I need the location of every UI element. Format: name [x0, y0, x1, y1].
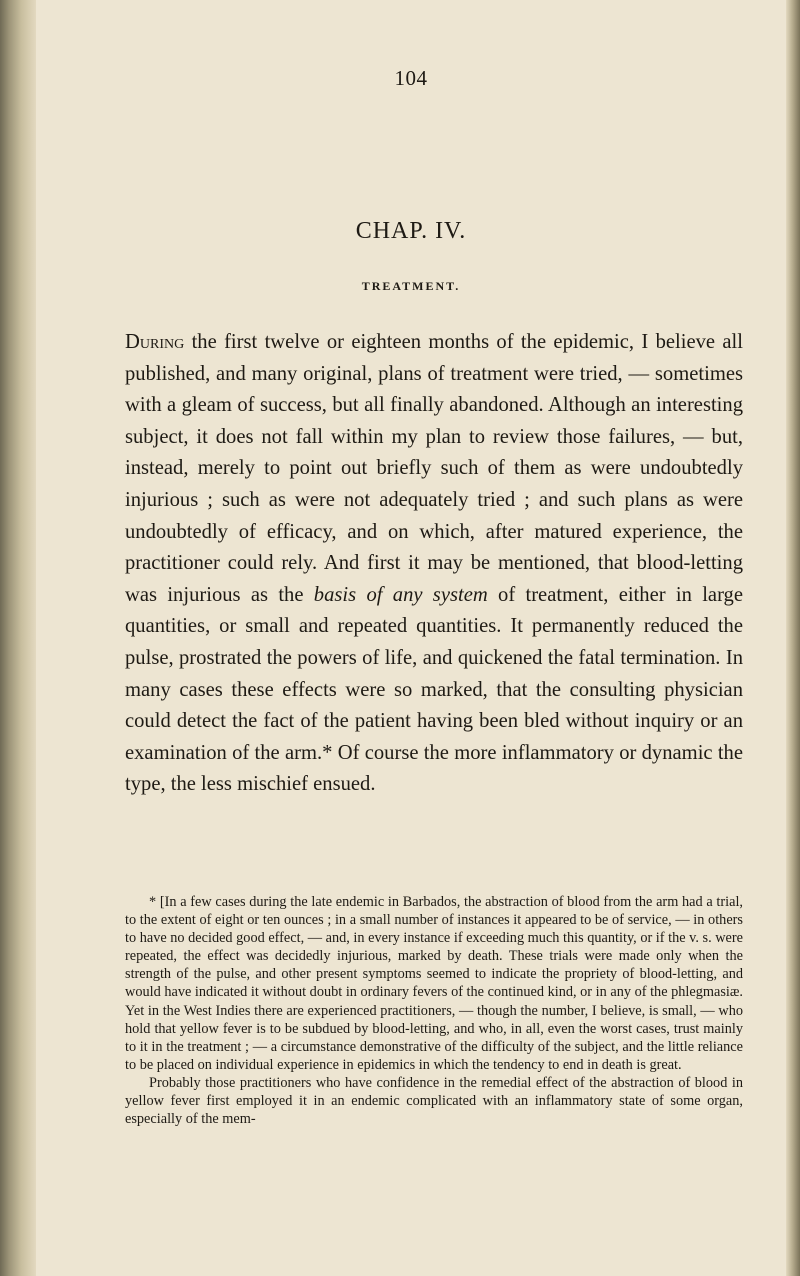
book-page	[36, 0, 786, 1276]
footnote-paragraph-1: * [In a few cases during the late endemic in Barbados, the abstraction of blood from the arm had a trial, to the extent of eight or ten ounces ; in a small number of instances it appeared to be of service, — in others to have no decided good effect, — and, in every instance if exceeding much this quantity, or if the v. s. were repeated, the effect was decidedly injurious, marked by death. These trials were made only when the strength of the pulse, and other present symptoms seemed to indicate the propriety of blood-letting, and would have indicated it without doubt in ordinary fevers of the continued kind, or in any of the phlegmasiæ. Yet in the West Indies there are experienced practitioners, — though the number, I believe, is small, — who hold that yellow fever is to be subdued by blood-letting, and who, in all, even the worst cases, trust mainly to it in the treatment ; — a circumstance demonstrative of the difficulty of the subject, and the little reliance to be placed on individual experience in epidemics in which the tendency to end in death is great.	[125, 894, 744, 1073]
drop-word: During	[125, 331, 185, 353]
body-text-part2: of treatment, either in large quantities, or small and repeated quantities. It permanently reduced the pulse, prostrated the powers of life, and quickened the fatal termination. In many cases these effects were so marked, that the consulting physician could detect the fact of the patient having been bled without inquiry or an examination of the arm.* Of course the more inflammatory or dynamic the type, the less mischief ensued.	[125, 583, 743, 796]
body-text-part1: the first twelve or eighteen months of the epidemic, I believe all published, and many original, plans of treatment were tried, — sometimes with a gleam of success, but all finally abandoned. Although an interesting subject, it does not fall within my plan to review those failures, — but, instead, merely to point out briefly such of them as were undoubtedly injurious ; such as were not adequately tried ; and such plans as were undoubtedly of efficacy, and on which, after matured experience, the practitioner could rely. And first it may be mentioned, that blood-letting was injurious as the	[125, 331, 743, 606]
page-number: 104	[394, 66, 428, 90]
book-gutter-left	[0, 0, 36, 1276]
footnote	[125, 893, 743, 1128]
section-title: TREATMENT.	[361, 279, 461, 293]
body-paragraph	[125, 327, 743, 801]
book-edge-right	[786, 0, 800, 1276]
chapter-title: CHAP. IV.	[355, 218, 467, 244]
footnote-paragraph-2: Probably those practitioners who have confidence in the remedial effect of the abstraction of blood in yellow fever first employed it in an endemic complicated with an inflammatory state of some organ, especially of the mem-	[125, 1074, 743, 1128]
body-text-italic: basis of any system	[313, 583, 488, 606]
